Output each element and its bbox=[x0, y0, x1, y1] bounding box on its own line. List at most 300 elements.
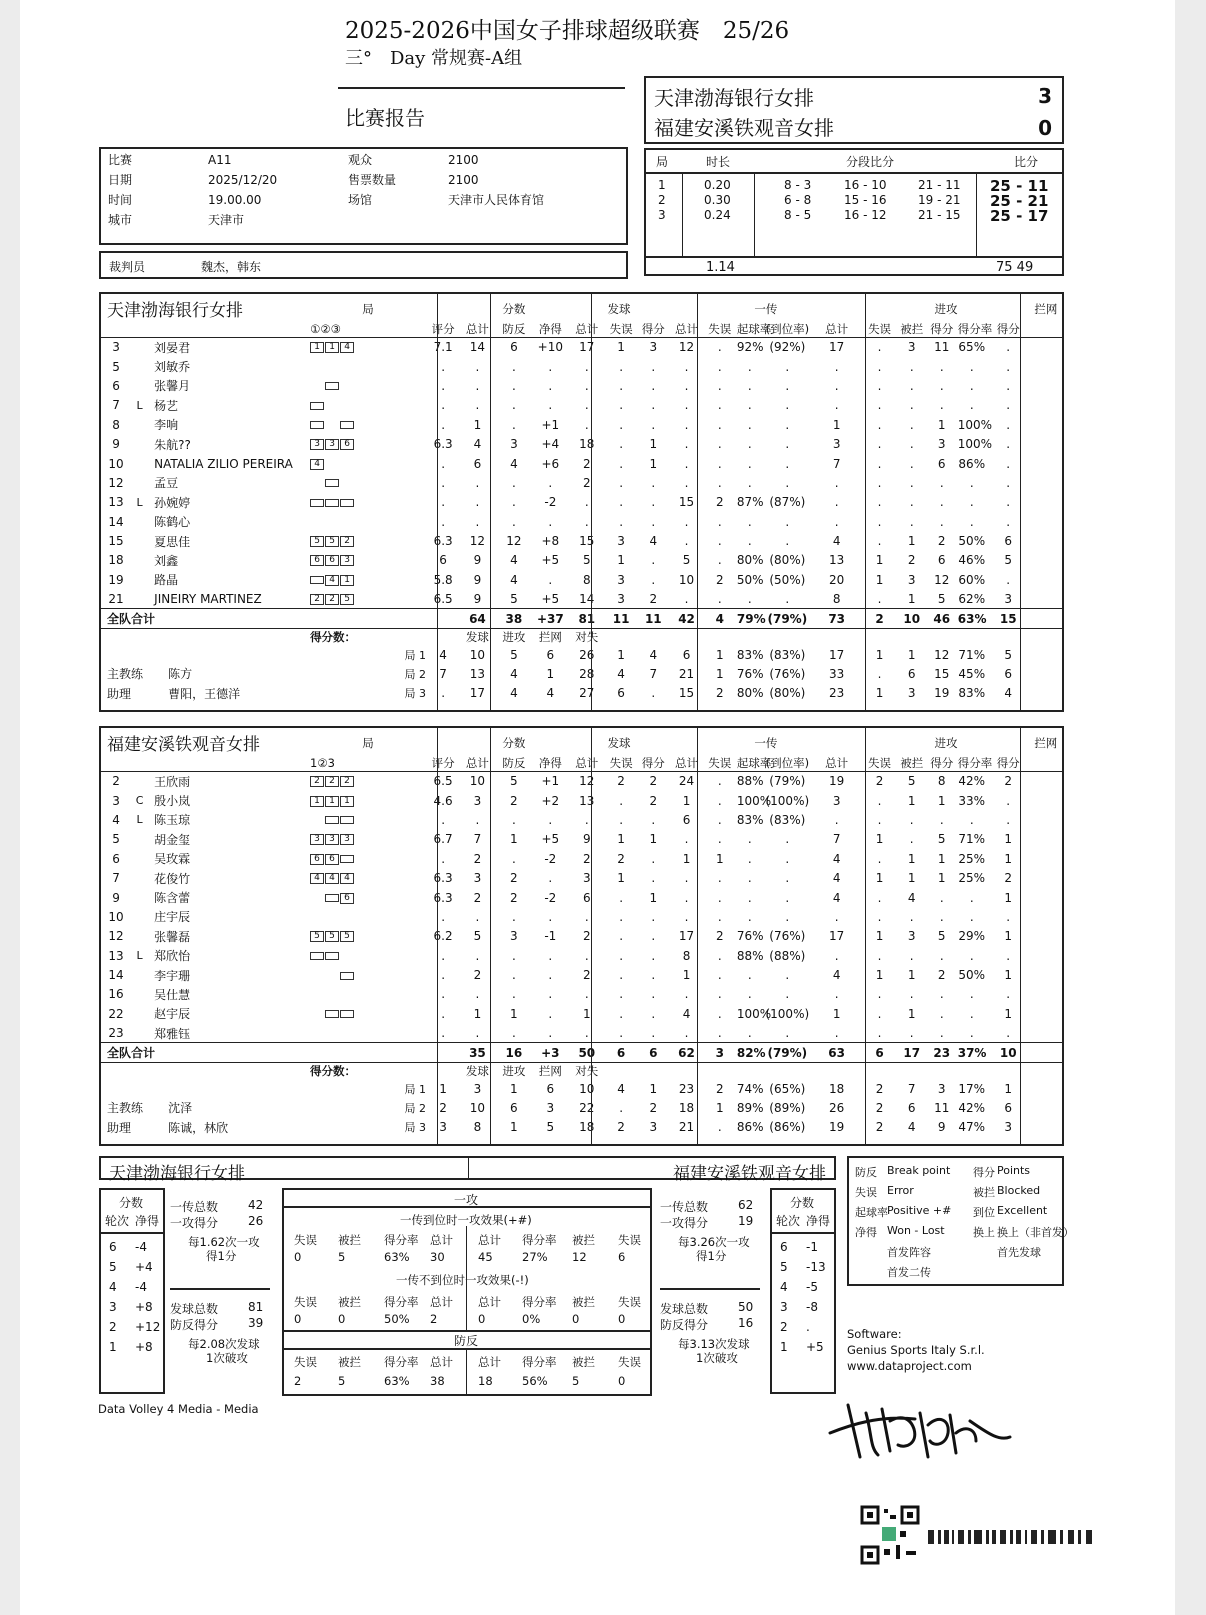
stat-sv: 5 bbox=[582, 553, 591, 568]
stat-bp: 2 bbox=[510, 871, 518, 886]
set-marks: 1②3 bbox=[310, 756, 335, 770]
stat-apct: . bbox=[969, 948, 974, 963]
stat-se: 3 bbox=[617, 592, 625, 607]
player-role bbox=[131, 888, 148, 907]
set-part-8: 8 - 3 bbox=[784, 178, 812, 192]
set-ae: . bbox=[877, 666, 882, 681]
substitution-mark bbox=[340, 855, 354, 863]
stat-re: 1 bbox=[715, 851, 724, 866]
sets-h-dur: 时长 bbox=[706, 155, 731, 169]
rotation-net: -13 bbox=[806, 1260, 826, 1274]
stat-nt: +5 bbox=[541, 553, 560, 568]
stat-sv: 12 bbox=[579, 774, 595, 789]
stat-ab: 5 bbox=[907, 774, 916, 789]
stat-nt: . bbox=[548, 475, 553, 490]
stat-bp: . bbox=[511, 909, 516, 924]
stat-ae: . bbox=[877, 987, 882, 1002]
stat-bk: . bbox=[1006, 359, 1011, 374]
stat-bk: 1 bbox=[1004, 832, 1013, 847]
stat-ae: . bbox=[877, 340, 882, 355]
col-err: 失误 bbox=[609, 322, 633, 336]
stat-nt: +5 bbox=[541, 592, 560, 607]
player-name: 刘敏乔 bbox=[154, 360, 191, 375]
stat-ap: 2 bbox=[937, 534, 946, 549]
set-sb: 1 bbox=[510, 1081, 518, 1096]
stat-sv: 14 bbox=[579, 592, 595, 607]
col-block: 拦网 bbox=[1034, 735, 1058, 750]
team-total-row bbox=[101, 1043, 1062, 1062]
stat-re: . bbox=[717, 832, 722, 847]
footer: Data Volley 4 Media - Media bbox=[98, 1402, 259, 1416]
col-points: 分数 bbox=[502, 735, 526, 750]
stat-ab: . bbox=[909, 832, 914, 847]
col-header: 得分率 bbox=[522, 1233, 557, 1247]
scoring-label: 得分数： bbox=[310, 629, 357, 644]
stat-re: . bbox=[717, 774, 722, 789]
legend-key: 防反 bbox=[855, 1166, 877, 1179]
set-sp: . bbox=[651, 686, 656, 701]
stat-rt: . bbox=[441, 812, 446, 827]
stat-at: 1 bbox=[832, 417, 841, 432]
sc-attack: 进攻 bbox=[502, 629, 526, 644]
rotation-number: 4 bbox=[109, 1280, 117, 1294]
legend-value: Excellent bbox=[997, 1204, 1048, 1217]
fa-title: 一攻 bbox=[454, 1193, 479, 1207]
total-bk: 15 bbox=[999, 611, 1017, 626]
stat-apct: . bbox=[969, 909, 974, 924]
pos-value: 12 bbox=[572, 1250, 587, 1264]
stat-rexc: . bbox=[785, 890, 790, 905]
set-part-8: 8 - 5 bbox=[784, 208, 812, 222]
stat-bp: 1 bbox=[510, 832, 518, 847]
set-ae: 1 bbox=[875, 686, 884, 701]
player-number: 6 bbox=[112, 851, 120, 866]
stat-apct: 100% bbox=[957, 437, 993, 452]
stat-ab: 1 bbox=[907, 1006, 916, 1021]
stat-ae: 1 bbox=[875, 929, 884, 944]
stat-bk: 1 bbox=[1004, 1006, 1013, 1021]
stat-se: 1 bbox=[617, 340, 625, 355]
stat-nt: . bbox=[548, 398, 553, 413]
stat-re: . bbox=[717, 968, 722, 983]
col-total: 总计 bbox=[675, 756, 699, 770]
stat-re: . bbox=[717, 812, 722, 827]
tr-value: 5 bbox=[338, 1374, 346, 1388]
stat-se: . bbox=[619, 417, 624, 432]
col-exc: (到位率) bbox=[765, 756, 810, 770]
legend-key: 失误 bbox=[855, 1186, 877, 1199]
stat-rc: 12 bbox=[678, 340, 695, 355]
ratio-note: 每2.08次发球 bbox=[188, 1337, 260, 1351]
stat-bk: . bbox=[1006, 398, 1011, 413]
rotation-cells bbox=[309, 830, 427, 849]
set-rpos: 89% bbox=[736, 1100, 764, 1115]
col-blo: 被拦 bbox=[900, 756, 924, 770]
stat-sv: . bbox=[584, 378, 589, 393]
player-row bbox=[101, 965, 1062, 984]
competition-title: 2025-2026中国女子排球超级联赛 25/26 bbox=[345, 18, 790, 44]
stat-ab: . bbox=[909, 417, 914, 432]
stat-rc: 10 bbox=[678, 572, 695, 587]
set-apct: 17% bbox=[958, 1081, 986, 1096]
set-ab: 7 bbox=[907, 1081, 916, 1096]
set-so: 1 bbox=[546, 666, 555, 681]
assistant-label: 助理 bbox=[107, 1120, 132, 1135]
stat-ab: . bbox=[909, 812, 914, 827]
stat-ap: . bbox=[939, 475, 944, 490]
stat-re: . bbox=[717, 1026, 722, 1041]
set-ab: 6 bbox=[907, 666, 916, 681]
stat-rt: . bbox=[441, 851, 446, 866]
stat-nt: +1 bbox=[541, 417, 560, 432]
stat-rpos: 83% bbox=[736, 812, 764, 827]
col-exc: (到位率) bbox=[765, 322, 810, 336]
stat-bp: . bbox=[511, 851, 516, 866]
set-ss: 2 bbox=[439, 1100, 447, 1115]
total-bp: 38 bbox=[505, 611, 523, 626]
set-sb: 1 bbox=[510, 1120, 518, 1135]
stat-rc: 15 bbox=[678, 495, 695, 510]
stat-rt: . bbox=[441, 417, 446, 432]
rotation-cells bbox=[309, 772, 427, 791]
rotation-number: 6 bbox=[780, 1240, 788, 1254]
player-role bbox=[131, 772, 148, 791]
scoring-header bbox=[101, 628, 1062, 645]
legend-value: 换上（非首发） bbox=[997, 1226, 1074, 1239]
stat-pt: 9 bbox=[473, 553, 482, 568]
set-bk: 1 bbox=[1004, 1081, 1013, 1096]
total-rc: 62 bbox=[678, 1045, 695, 1060]
player-row bbox=[101, 907, 1062, 926]
stat-ae: . bbox=[877, 495, 882, 510]
player-role: L bbox=[136, 949, 143, 963]
legend-value: Error bbox=[887, 1184, 914, 1197]
stat-nt: . bbox=[548, 378, 553, 393]
rotation-cells bbox=[309, 810, 427, 829]
stat-rc: . bbox=[684, 378, 689, 393]
stat-apct: . bbox=[969, 359, 974, 374]
stat-nt: +5 bbox=[541, 832, 560, 847]
player-role bbox=[131, 830, 148, 849]
starting-position: 3 bbox=[325, 834, 339, 845]
ratio-label: 一攻得分 bbox=[660, 1216, 709, 1230]
stat-nt: -1 bbox=[544, 929, 557, 944]
tr-value: 0 bbox=[618, 1374, 626, 1388]
stat-re: . bbox=[717, 553, 722, 568]
stat-ab: . bbox=[909, 456, 914, 471]
player-name: 花俊竹 bbox=[154, 871, 191, 886]
scoring-header bbox=[101, 1062, 1062, 1079]
player-role bbox=[131, 868, 148, 887]
set-duration: 0.20 bbox=[704, 178, 731, 192]
set-ss: 1 bbox=[439, 1081, 447, 1096]
rotation-cells bbox=[309, 531, 427, 550]
stat-ab: . bbox=[909, 437, 914, 452]
stat-rexc: . bbox=[785, 359, 790, 374]
starting-position: 4 bbox=[310, 873, 324, 884]
stat-rc: . bbox=[684, 475, 689, 490]
total-label: 全队合计 bbox=[107, 612, 156, 627]
stat-rexc: . bbox=[785, 871, 790, 886]
header-row bbox=[101, 730, 1062, 755]
match-info-label: 观众 bbox=[348, 153, 373, 167]
stat-bk: 2 bbox=[1004, 774, 1013, 789]
player-role bbox=[131, 590, 148, 609]
total-ab: 17 bbox=[903, 1045, 921, 1060]
legend-key: 到位 bbox=[973, 1206, 995, 1219]
match-info-value: 天津市人民体育馆 bbox=[448, 193, 545, 207]
stat-pt: 3 bbox=[473, 871, 482, 886]
player-row bbox=[101, 590, 1062, 609]
stat-bp: . bbox=[511, 417, 516, 432]
col-err: 失误 bbox=[868, 756, 892, 770]
set-at: 18 bbox=[829, 1081, 845, 1096]
rotation-cells bbox=[309, 868, 427, 887]
player-name: 庄宇辰 bbox=[154, 910, 191, 925]
stat-ae: . bbox=[877, 890, 882, 905]
stat-bk: . bbox=[1006, 378, 1011, 393]
stat-sp: . bbox=[651, 378, 656, 393]
player-name: JINEIRY MARTINEZ bbox=[154, 592, 262, 607]
stat-rpos: . bbox=[747, 417, 752, 432]
set-re: 2 bbox=[715, 1081, 724, 1096]
stat-apct: 25% bbox=[958, 871, 986, 886]
referees-box bbox=[99, 251, 628, 279]
set-so: 4 bbox=[546, 686, 555, 701]
stat-se: 1 bbox=[617, 871, 625, 886]
rotation-net: +8 bbox=[135, 1300, 153, 1314]
set-part-16: 15 - 16 bbox=[844, 193, 887, 207]
match-info-row bbox=[108, 190, 618, 210]
substitution-mark bbox=[340, 421, 354, 429]
stat-rt: . bbox=[441, 398, 446, 413]
stat-ae: . bbox=[877, 534, 882, 549]
stat-at: 3 bbox=[832, 793, 841, 808]
player-name: 孙婉婷 bbox=[154, 495, 191, 510]
stat-ae: 1 bbox=[875, 553, 884, 568]
col-header: 得分率 bbox=[384, 1233, 419, 1247]
player-role: L bbox=[136, 398, 143, 412]
set-se: 1 bbox=[617, 647, 625, 662]
stat-re: . bbox=[717, 398, 722, 413]
set-ap: 3 bbox=[937, 1081, 946, 1096]
stat-nt: . bbox=[548, 572, 553, 587]
set-sp: 7 bbox=[649, 666, 658, 681]
rotation-cells bbox=[309, 888, 427, 907]
col-err: 失误 bbox=[708, 756, 732, 770]
stat-sv: . bbox=[584, 948, 589, 963]
stat-pt: . bbox=[475, 812, 480, 827]
pos-value: 6 bbox=[618, 1250, 626, 1264]
stat-ae: . bbox=[877, 456, 882, 471]
stat-ae: . bbox=[877, 1006, 882, 1021]
player-name: 郑雅钰 bbox=[154, 1026, 191, 1041]
stat-bp: 4 bbox=[510, 572, 518, 587]
stat-ae: 1 bbox=[875, 968, 884, 983]
stat-rc: . bbox=[684, 417, 689, 432]
player-name: 李宇珊 bbox=[154, 968, 191, 983]
stat-rc: . bbox=[684, 909, 689, 924]
total-re: 4 bbox=[715, 611, 724, 626]
rotation-net: +4 bbox=[135, 1260, 153, 1274]
col-header: 总计 bbox=[430, 1355, 453, 1369]
set-ss: 3 bbox=[439, 1120, 447, 1135]
set-sa: 3 bbox=[473, 1081, 482, 1096]
stat-ap: 5 bbox=[937, 929, 946, 944]
player-role: C bbox=[135, 794, 144, 808]
rotation-box bbox=[770, 1188, 836, 1394]
col-header: 总计 bbox=[430, 1233, 453, 1247]
stat-ab: 4 bbox=[907, 890, 916, 905]
match-info-label: 日期 bbox=[108, 173, 133, 187]
col-pos: 起球率 bbox=[736, 322, 772, 336]
stat-bp: 1 bbox=[510, 1006, 518, 1021]
stat-rc: . bbox=[684, 359, 689, 374]
stat-pt: 2 bbox=[473, 851, 482, 866]
stat-pt: 3 bbox=[473, 793, 482, 808]
col-header: 失误 bbox=[294, 1355, 317, 1369]
player-role bbox=[131, 965, 148, 984]
rotation-number: 1 bbox=[780, 1340, 788, 1354]
total-sp: 6 bbox=[649, 1045, 658, 1060]
player-role bbox=[131, 849, 148, 868]
stat-rpos: . bbox=[747, 456, 752, 471]
header-row bbox=[101, 296, 1062, 321]
sc-attack: 进攻 bbox=[502, 1063, 526, 1078]
stat-sv: 6 bbox=[582, 890, 591, 905]
stat-pt: . bbox=[475, 359, 480, 374]
stat-rexc: . bbox=[785, 456, 790, 471]
stat-pt: 9 bbox=[473, 592, 482, 607]
rotation-cells bbox=[309, 1024, 427, 1043]
total-re: 3 bbox=[715, 1045, 724, 1060]
stat-bp: . bbox=[511, 514, 516, 529]
set-part-16: 16 - 12 bbox=[844, 208, 887, 222]
substitution-mark bbox=[310, 402, 324, 410]
stat-re: . bbox=[717, 475, 722, 490]
stat-rt: . bbox=[441, 514, 446, 529]
stat-ab: 1 bbox=[907, 793, 916, 808]
stat-apct: 33% bbox=[958, 793, 986, 808]
stat-apct: 50% bbox=[958, 534, 986, 549]
player-number: 15 bbox=[108, 534, 124, 549]
stat-sp: . bbox=[651, 1026, 656, 1041]
stat-rexc: (80%) bbox=[769, 553, 806, 568]
coach-label: 主教练 bbox=[107, 1101, 144, 1116]
rotation-number: 4 bbox=[780, 1280, 788, 1294]
rotation-number: 5 bbox=[780, 1260, 788, 1274]
col-header: 被拦 bbox=[338, 1355, 361, 1369]
set-rc: 21 bbox=[678, 1120, 695, 1135]
final-score-box bbox=[644, 76, 1064, 144]
software-label: Software: bbox=[847, 1327, 902, 1341]
legend-key: 起球率 bbox=[855, 1206, 888, 1219]
stat-sp: 4 bbox=[649, 534, 658, 549]
rotation-number: 3 bbox=[109, 1300, 117, 1314]
set-so: 6 bbox=[546, 1081, 555, 1096]
player-row bbox=[101, 1004, 1062, 1023]
sets-h-parts: 分段比分 bbox=[846, 155, 895, 169]
starting-position: 2 bbox=[340, 536, 354, 547]
stat-bk: 5 bbox=[1004, 553, 1013, 568]
col-total: 总计 bbox=[675, 322, 699, 336]
player-name: 殷小岚 bbox=[154, 794, 191, 809]
stat-ap: 5 bbox=[937, 832, 946, 847]
set-so: 3 bbox=[546, 1100, 555, 1115]
ratio-box bbox=[660, 1198, 760, 1278]
player-number: 16 bbox=[108, 987, 124, 1002]
team2-table bbox=[101, 730, 1062, 1137]
stat-apct: . bbox=[969, 514, 974, 529]
header-row bbox=[101, 755, 1062, 772]
stat-rc: . bbox=[684, 398, 689, 413]
player-row bbox=[101, 868, 1062, 887]
rotation-number: 3 bbox=[780, 1300, 788, 1314]
sets-h-set: 局 bbox=[656, 155, 669, 169]
set-part-21: 21 - 11 bbox=[918, 178, 961, 192]
player-name: 张馨磊 bbox=[154, 929, 191, 944]
rotation-cells bbox=[309, 570, 427, 589]
stat-apct: 50% bbox=[958, 968, 986, 983]
stat-nt: . bbox=[548, 359, 553, 374]
stat-rc: . bbox=[684, 832, 689, 847]
stat-rc: 4 bbox=[682, 1006, 691, 1021]
stat-se: . bbox=[619, 948, 624, 963]
set-rc: 18 bbox=[678, 1100, 695, 1115]
stat-pt: 14 bbox=[469, 340, 486, 355]
col-pos: 起球率 bbox=[736, 756, 772, 770]
set-duration: 0.24 bbox=[704, 208, 731, 222]
stat-ap: . bbox=[939, 1026, 944, 1041]
stat-ae: 1 bbox=[875, 871, 884, 886]
stat-bk: 1 bbox=[1004, 968, 1013, 983]
starting-position: 1 bbox=[325, 342, 339, 353]
stat-rexc: . bbox=[785, 832, 790, 847]
stat-sv: 9 bbox=[582, 832, 591, 847]
legend-value: Won - Lost bbox=[887, 1224, 945, 1237]
player-role bbox=[131, 927, 148, 946]
rotation-cells bbox=[309, 907, 427, 926]
stat-rt: . bbox=[441, 495, 446, 510]
sets-table bbox=[644, 148, 1064, 276]
legend-key: 换上 bbox=[973, 1226, 995, 1239]
rotation-cells bbox=[309, 434, 427, 453]
stat-rexc: . bbox=[785, 968, 790, 983]
match-info-value: 19.00.00 bbox=[208, 193, 262, 207]
starting-position: 2 bbox=[310, 776, 324, 787]
set-re: 1 bbox=[715, 666, 724, 681]
sets-h-score: 比分 bbox=[1014, 155, 1039, 169]
set-ae: 2 bbox=[875, 1100, 884, 1115]
set-re: 1 bbox=[715, 647, 724, 662]
stat-rexc: . bbox=[785, 534, 790, 549]
player-number: 4 bbox=[112, 812, 120, 827]
stat-ab: . bbox=[909, 398, 914, 413]
stat-rpos: 50% bbox=[736, 572, 764, 587]
stat-ap: . bbox=[939, 812, 944, 827]
stat-at: . bbox=[834, 398, 839, 413]
set-rc: 21 bbox=[678, 666, 695, 681]
stat-se: . bbox=[619, 1026, 624, 1041]
player-row bbox=[101, 531, 1062, 550]
stat-rt: . bbox=[441, 968, 446, 983]
stat-sp: . bbox=[651, 495, 656, 510]
player-role bbox=[131, 1024, 148, 1043]
stat-se: . bbox=[619, 378, 624, 393]
set-rc: 15 bbox=[678, 686, 695, 701]
col-pct: 得分率 bbox=[957, 322, 993, 336]
neg-value: 0 bbox=[478, 1312, 486, 1326]
